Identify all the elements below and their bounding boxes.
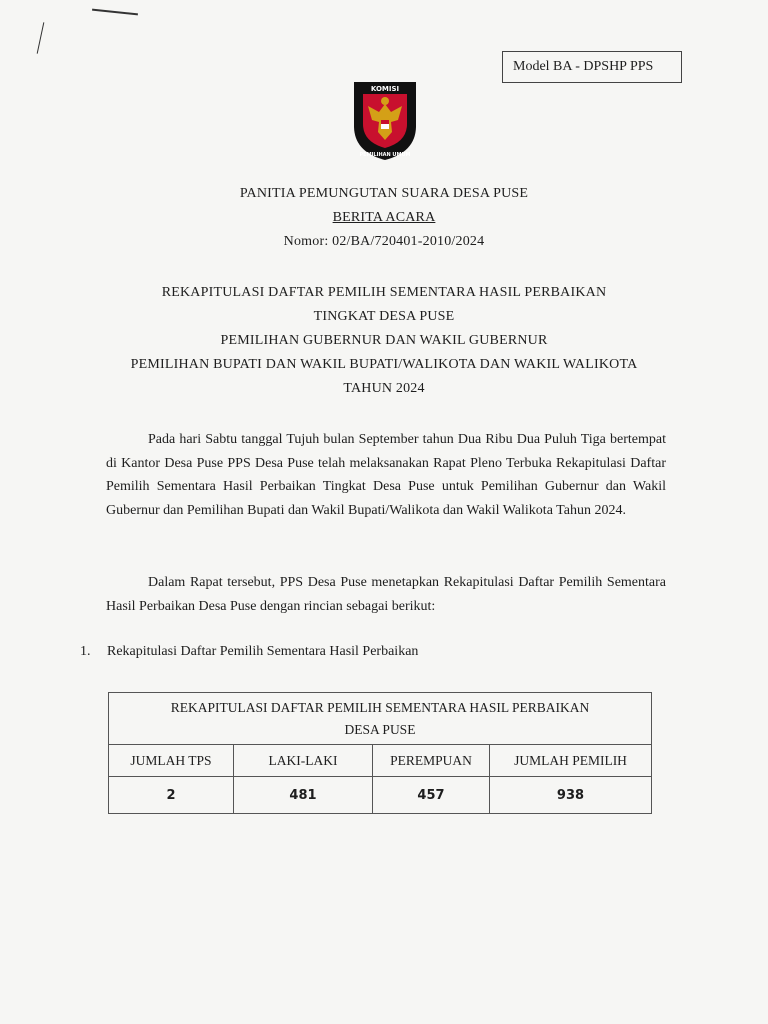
list-item-text: Rekapitulasi Daftar Pemilih Sementara Hasil Perbaikan bbox=[107, 644, 419, 659]
list-item bbox=[80, 644, 418, 660]
value-perempuan: 457 bbox=[373, 777, 490, 814]
title-line: TINGKAT DESA PUSE bbox=[313, 309, 455, 324]
opening-paragraph bbox=[106, 428, 666, 522]
scan-mark-vertical bbox=[37, 22, 45, 54]
table-header-row bbox=[109, 745, 652, 777]
document-type bbox=[0, 210, 768, 226]
document-type-text: BERITA ACARA bbox=[332, 210, 436, 225]
model-label-box: Model BA - DPSHP PPS bbox=[502, 51, 682, 83]
kpu-logo bbox=[348, 76, 422, 162]
decision-paragraph-text: Dalam Rapat tersebut, PPS Desa Puse menetapkan Rekapitulasi Daftar Pemilih Sementara Hasil Perbaikan Desa Puse dengan rincian sebagai berikut: bbox=[106, 575, 666, 614]
header-jumlah-pemilih: JUMLAH PEMILIH bbox=[490, 745, 652, 777]
logo-arc-bottom-text: PEMILIHAN UMUM bbox=[359, 152, 411, 158]
table-title-line: REKAPITULASI DAFTAR PEMILIH SEMENTARA HASIL PERBAIKAN bbox=[170, 700, 590, 715]
title-line: REKAPITULASI DAFTAR PEMILIH SEMENTARA HASIL PERBAIKAN bbox=[161, 285, 607, 300]
header-perempuan: PEREMPUAN bbox=[373, 745, 490, 777]
document-number: Nomor: 02/BA/720401-2010/2024 bbox=[283, 234, 485, 249]
title-line: TAHUN 2024 bbox=[343, 381, 425, 396]
decision-paragraph bbox=[106, 571, 666, 618]
recap-table bbox=[108, 692, 652, 814]
value-laki-laki: 481 bbox=[234, 777, 373, 814]
table-title-line: DESA PUSE bbox=[344, 722, 416, 737]
value-jumlah-tps: 2 bbox=[109, 777, 234, 814]
table-title bbox=[109, 693, 652, 745]
committee-name: PANITIA PEMUNGUTAN SUARA DESA PUSE bbox=[239, 186, 529, 201]
value-jumlah-pemilih: 938 bbox=[490, 777, 652, 814]
list-item-number: 1. bbox=[80, 644, 91, 659]
opening-paragraph-text: Pada hari Sabtu tanggal Tujuh bulan September tahun Dua Ribu Dua Puluh Tiga bertempat di Kantor Desa Puse PPS Desa Puse telah melaksanakan Rapat Pleno Terbuka Rekapitulasi Daftar Pemilih Sementara Hasil Perbaikan Tingkat Desa Puse untuk Pemilihan Gubernur dan Wakil Gubernur dan Pemilihan Bupati dan Wakil Bupati/Walikota dan Wakil Walikota Tahun 2024. bbox=[106, 432, 666, 518]
table-row bbox=[109, 777, 652, 814]
header-laki-laki: LAKI-LAKI bbox=[234, 745, 373, 777]
title-line: PEMILIHAN GUBERNUR DAN WAKIL GUBERNUR bbox=[220, 333, 548, 348]
header-jumlah-tps: JUMLAH TPS bbox=[109, 745, 234, 777]
table-title-row bbox=[109, 693, 652, 745]
logo-arc-top-text: KOMISI bbox=[370, 85, 400, 93]
title-line: PEMILIHAN BUPATI DAN WAKIL BUPATI/WALIKOTA DAN WAKIL WALIKOTA bbox=[130, 357, 638, 372]
scan-mark-horizontal bbox=[92, 9, 138, 16]
